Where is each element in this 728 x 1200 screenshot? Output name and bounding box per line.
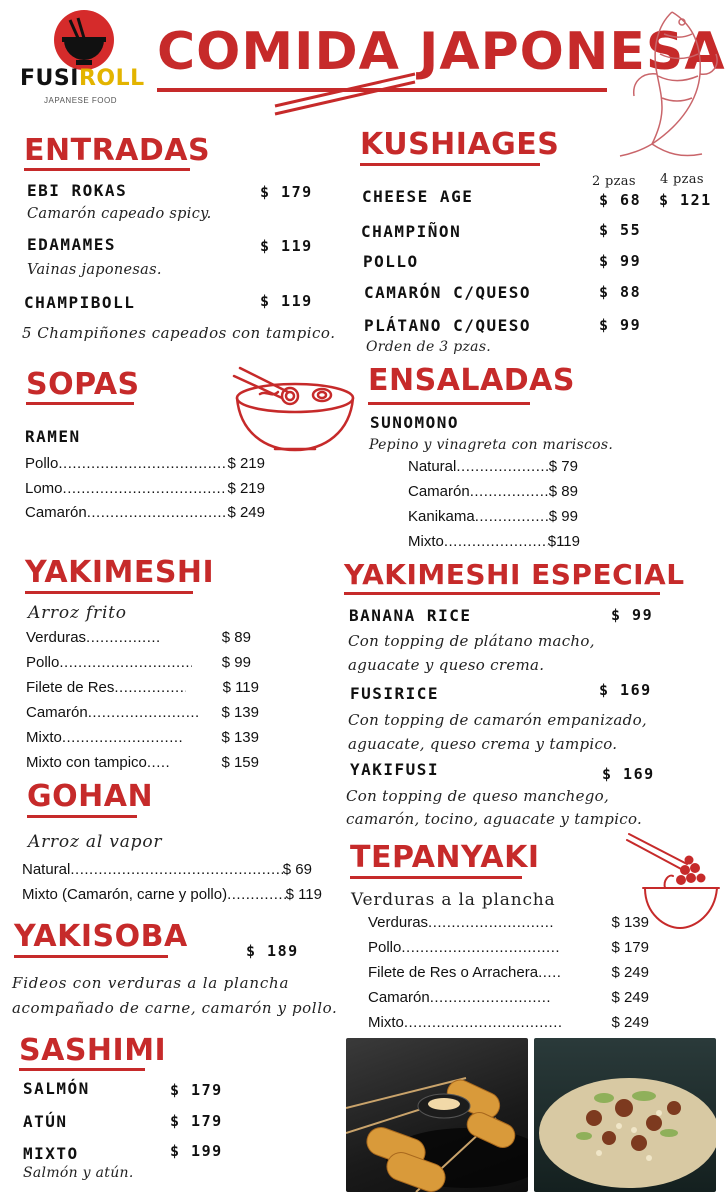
tepanyaki-underline xyxy=(350,876,522,879)
menu-item-price-4pzas: $ 121 xyxy=(659,191,712,209)
menu-item-name: CHAMPIBOLL xyxy=(24,293,136,312)
menu-item-price: $ 88 xyxy=(599,283,642,301)
section-heading-tepanyaki: TEPANYAKI xyxy=(350,840,540,875)
price-row-price: $ 99 xyxy=(221,654,251,671)
sashimi-underline xyxy=(19,1068,145,1071)
menu-item-price: $ 169 xyxy=(602,765,655,783)
price-row-label: Camarón xyxy=(25,504,87,521)
price-row xyxy=(408,483,578,500)
price-row-price: $ 249 xyxy=(227,504,265,521)
menu-item-name: SALMÓN xyxy=(23,1079,90,1098)
price-row xyxy=(26,679,259,696)
price-row-label: Filete de Res o Arrachera xyxy=(368,964,539,981)
price-row xyxy=(26,729,259,746)
price-row xyxy=(26,754,259,771)
tepanyaki-desc: Verduras a la plancha xyxy=(351,890,556,910)
food-photo-fried-rice xyxy=(534,1038,716,1192)
chopsticks-icon xyxy=(270,68,420,118)
price-row-price: $ 79 xyxy=(548,458,578,475)
sopas-subheading: RAMEN xyxy=(25,427,81,446)
menu-item-price: $ 99 xyxy=(599,252,642,270)
price-row xyxy=(368,989,649,1006)
price-row-price: $ 89 xyxy=(221,629,251,646)
price-row-label: Camarón xyxy=(368,989,430,1006)
price-row-price: $ 69 xyxy=(282,861,312,878)
price-row-label: Kanikama xyxy=(408,508,475,525)
price-row-label: Verduras xyxy=(26,629,87,646)
kushiages-note: Orden de 3 pzas. xyxy=(366,339,492,355)
section-heading-entradas: ENTRADAS xyxy=(24,133,211,168)
gohan-desc: Arroz al vapor xyxy=(28,832,163,852)
brand-logo xyxy=(18,8,148,108)
menu-item-desc: Camarón capeado spicy. xyxy=(27,206,212,222)
brand-name-right: ROLL xyxy=(78,66,145,91)
menu-item-price: $ 199 xyxy=(170,1142,223,1160)
price-row xyxy=(25,504,265,521)
price-row xyxy=(368,1014,649,1031)
price-row xyxy=(368,914,649,931)
menu-item-name: ATÚN xyxy=(23,1112,68,1131)
price-row-label: Mixto xyxy=(26,729,62,746)
price-row xyxy=(368,964,649,981)
column-header-4pzas: 4 pzas xyxy=(660,172,704,187)
section-heading-yakisoba: YAKISOBA xyxy=(14,919,188,954)
ensaladas-subheading: SUNOMONO xyxy=(370,413,460,432)
menu-item-desc: 5 Champiñones capeados con tampico. xyxy=(22,324,336,342)
yakimeshi-especial-underline xyxy=(344,592,660,595)
ensaladas-desc: Pepino y vinagreta con mariscos. xyxy=(369,437,614,453)
price-row-label: Mixto xyxy=(368,1014,404,1031)
entradas-underline xyxy=(24,168,190,171)
price-row-price: $ 119 xyxy=(285,886,322,903)
section-heading-ensaladas: ENSALADAS xyxy=(368,363,575,398)
price-row-label: Verduras xyxy=(368,914,429,931)
menu-item-price: $ 179 xyxy=(260,183,313,201)
price-row-price: $ 139 xyxy=(611,914,649,931)
koi-fish-icon xyxy=(612,4,724,164)
section-heading-yakimeshi: YAKIMESHI xyxy=(25,555,215,590)
price-row-label: Natural xyxy=(408,458,457,475)
kushiages-underline xyxy=(360,163,540,166)
menu-item-desc: Con topping de camarón empanizado, xyxy=(348,711,647,729)
price-row xyxy=(22,886,322,903)
price-row-label: Mixto xyxy=(408,533,444,550)
yakimeshi-underline xyxy=(25,591,193,594)
price-row-label: Mixto (Camarón, carne y pollo) xyxy=(22,886,228,903)
price-row-label: Camarón xyxy=(408,483,470,500)
price-row-label: Pollo xyxy=(26,654,60,671)
price-row xyxy=(26,629,251,646)
menu-item-price: $ 119 xyxy=(260,237,313,255)
price-row-label: Filete de Res xyxy=(26,679,115,696)
food-photo-kushiage xyxy=(346,1038,528,1192)
menu-item-price: $ 179 xyxy=(170,1112,223,1130)
price-row-label: Pollo xyxy=(368,939,402,956)
gohan-underline xyxy=(27,815,137,818)
price-row-price: $ 179 xyxy=(611,939,649,956)
menu-item-name: PLÁTANO C/QUESO xyxy=(364,316,531,335)
price-row-price: $ 249 xyxy=(611,964,649,981)
sopas-underline xyxy=(26,402,134,405)
yakisoba-desc: acompañado de carne, camarón y pollo. xyxy=(12,999,338,1017)
menu-item-price: $ 55 xyxy=(599,221,642,239)
price-row xyxy=(408,458,578,475)
menu-item-desc: Con topping de queso manchego, xyxy=(346,787,610,805)
price-row-price: $ 219 xyxy=(227,480,265,497)
price-row xyxy=(368,939,649,956)
menu-item-name: YAKIFUSI xyxy=(350,760,440,779)
price-row xyxy=(26,654,251,671)
menu-item-name: POLLO xyxy=(363,252,419,271)
menu-item-desc: Vainas japonesas. xyxy=(27,262,162,278)
section-heading-sashimi: SASHIMI xyxy=(19,1033,167,1068)
price-row-label: Lomo xyxy=(25,480,63,497)
menu-item-price: $ 99 xyxy=(599,316,642,334)
brand-name-left: FUSI xyxy=(20,66,79,91)
brand-tagline: JAPANESE FOOD xyxy=(44,96,118,105)
menu-item-price: $ 119 xyxy=(260,292,313,310)
price-row-label: Mixto con tampico xyxy=(26,754,147,771)
menu-item-desc: camarón, tocino, aguacate y tampico. xyxy=(346,810,643,828)
menu-item-desc: aguacate, queso crema y tampico. xyxy=(348,735,618,753)
menu-item-price: $ 179 xyxy=(170,1081,223,1099)
price-row-price: $ 139 xyxy=(221,729,259,746)
price-row-label: Natural xyxy=(22,861,71,878)
ramen-bowl-icon xyxy=(230,362,360,457)
menu-item-price: $ 99 xyxy=(611,606,654,624)
menu-item-name: EBI ROKAS xyxy=(27,181,128,200)
price-row-price: $ 249 xyxy=(611,989,649,1006)
yakisoba-desc: Fideos con verduras a la plancha xyxy=(12,974,290,992)
price-row-label: Camarón xyxy=(26,704,88,721)
page-title: COMIDA JAPONESA xyxy=(157,22,726,82)
menu-item-name: MIXTO xyxy=(23,1144,79,1163)
price-row-price: $ 89 xyxy=(548,483,578,500)
price-row xyxy=(25,455,265,472)
section-heading-gohan: GOHAN xyxy=(27,779,154,814)
section-heading-kushiages: KUSHIAGES xyxy=(360,127,560,162)
price-row xyxy=(22,861,312,878)
price-row-price: $ 99 xyxy=(548,508,578,525)
brand-name xyxy=(20,66,145,91)
price-row-price: $ 119 xyxy=(222,679,259,696)
menu-item-price: $ 68 xyxy=(599,191,642,209)
price-row xyxy=(408,533,580,550)
menu-item-name: BANANA RICE xyxy=(349,606,472,625)
yakisoba-underline xyxy=(14,955,168,958)
menu-item-price: $ 169 xyxy=(599,681,652,699)
menu-item-name: FUSIRICE xyxy=(350,684,440,703)
price-row-price: $ 249 xyxy=(611,1014,649,1031)
price-row-price: $ 159 xyxy=(221,754,259,771)
menu-item-name: CAMARÓN C/QUESO xyxy=(364,283,531,302)
menu-item-desc: aguacate y queso crema. xyxy=(348,656,545,674)
price-row-price: $119 xyxy=(547,533,580,550)
price-row-price: $ 139 xyxy=(221,704,259,721)
menu-item-name: EDAMAMES xyxy=(27,235,117,254)
column-header-2pzas: 2 pzas xyxy=(592,174,636,189)
yakisoba-price: $ 189 xyxy=(246,942,299,960)
price-row-label: Pollo xyxy=(25,455,59,472)
section-heading-sopas: SOPAS xyxy=(26,367,140,402)
price-row xyxy=(25,480,265,497)
price-row xyxy=(408,508,578,525)
menu-item-desc: Con topping de plátano macho, xyxy=(348,632,595,650)
price-row xyxy=(26,704,259,721)
menu-item-name: CHEESE AGE xyxy=(362,187,474,206)
section-heading-yakimeshi-especial: YAKIMESHI ESPECIAL xyxy=(344,558,685,591)
menu-item-name: CHAMPIÑON xyxy=(361,222,462,241)
sashimi-desc: Salmón y atún. xyxy=(23,1165,134,1181)
ensaladas-underline xyxy=(368,402,530,405)
yakimeshi-desc: Arroz frito xyxy=(28,603,127,623)
price-row-price: $ 219 xyxy=(227,455,265,472)
